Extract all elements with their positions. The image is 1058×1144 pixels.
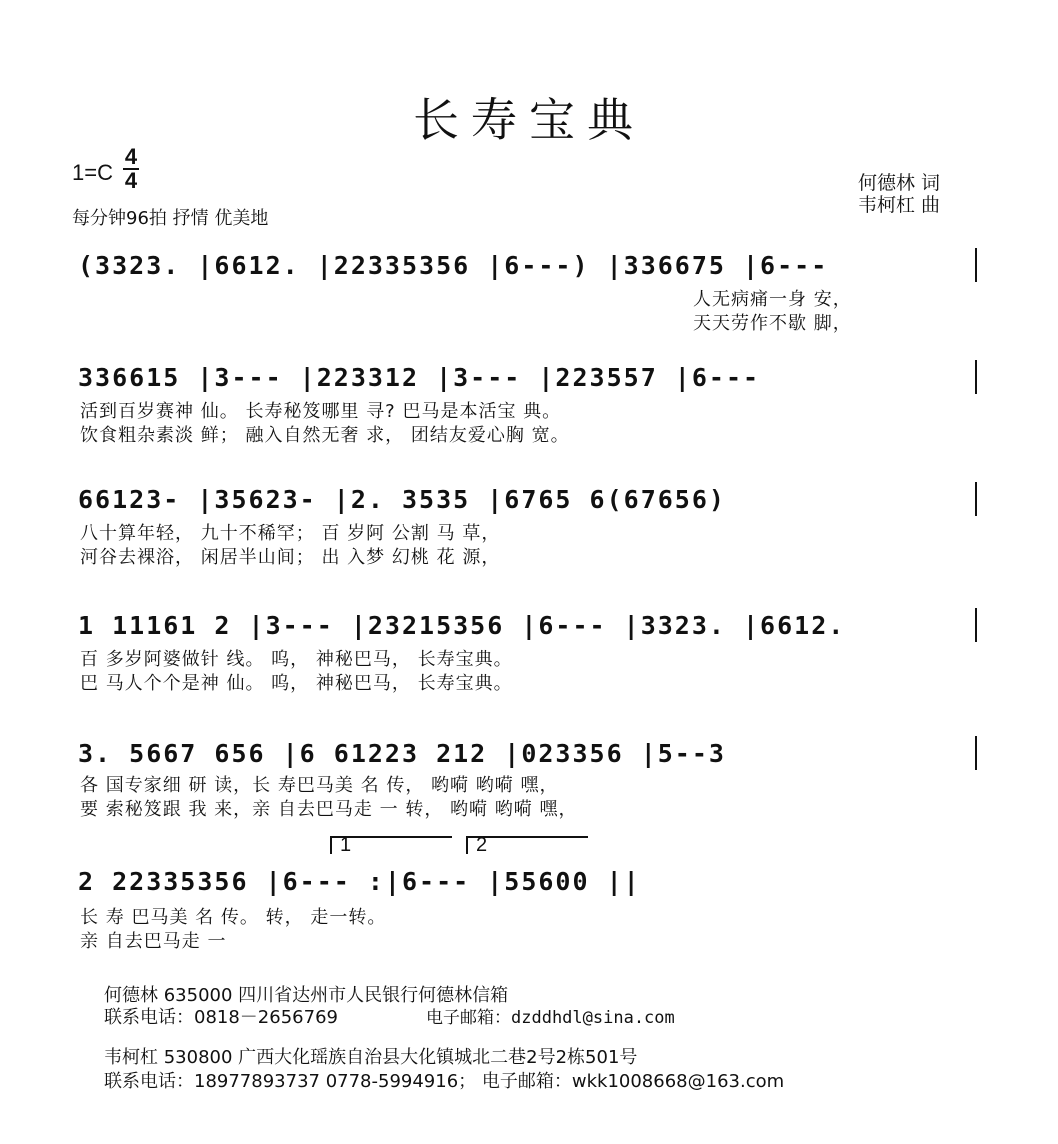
barline [975, 608, 977, 642]
lyrics-verse-1: 百 多岁阿婆做针 线。 呜， 神秘巴马， 长寿宝典。 [80, 649, 513, 670]
lyrics-verse-1: 八十算年轻， 九十不稀罕； 百 岁阿 公割 马 草， [80, 523, 501, 544]
tempo-marking: 每分钟96拍 抒情 优美地 [72, 208, 269, 229]
notation-line-2: 336615 |3--- |223312 |3--- |223557 |6--- [78, 363, 761, 392]
lyrics-verse-1: 长 寿 巴马美 名 传。 转， 走一转。 [80, 907, 387, 928]
lyricist-credit: 何德林 词 [858, 172, 941, 194]
volta-bracket-1 [330, 836, 452, 854]
volta-bracket-2 [466, 836, 588, 854]
barline [975, 482, 977, 516]
lyrics-verse-2: 要 索秘笈跟 我 来，亲 自去巴马走 一 转， 哟嗬 哟嗬 嘿， [80, 799, 578, 820]
notation-line-3: 66123- |35623- |2. 3535 |6765 6(67656) [78, 485, 726, 514]
lyricist-email: 电子邮箱：dzddhdl@sina.com [426, 1008, 675, 1028]
score-line-1 [0, 246, 1058, 342]
song-title: 长寿宝典 [413, 93, 645, 147]
score-line-4 [0, 606, 1058, 702]
lyrics-verse-1: 活到百岁赛神 仙。 长寿秘笈哪里 寻? 巴马是本活宝 典。 [80, 401, 562, 422]
lyrics-verse-2: 亲 自去巴马走 一 [80, 931, 227, 952]
composer-credit: 韦柯杠 曲 [858, 194, 941, 216]
time-signature-bottom: 4 [124, 168, 138, 193]
time-signature [122, 146, 140, 192]
composer-contact: 联系电话：18977893737 0778-5994916； 电子邮箱：wkk1008668@163.com [104, 1071, 785, 1092]
lyricist-phone: 联系电话：0818－2656769 [104, 1007, 338, 1028]
lyrics-verse-1: 各 国专家细 研 读，长 寿巴马美 名 传， 哟嗬 哟嗬 嘿， [80, 775, 559, 796]
composer-address: 韦柯杠 530800 广西大化瑶族自治县大化镇城北二巷2号2栋501号 [104, 1047, 638, 1068]
notation-line-5: 3. 5667 656 |6 61223 212 |023356 |5--3 [78, 739, 726, 768]
lyrics-verse-2: 巴 马人个个是神 仙。 呜， 神秘巴马， 长寿宝典。 [80, 673, 513, 694]
barline [975, 736, 977, 770]
lyricist-address: 何德林 635000 四川省达州市人民银行何德林信箱 [104, 985, 509, 1006]
lyrics-verse-1: 人无病痛一身 安， [693, 289, 852, 310]
barline [975, 248, 977, 282]
score-line-5 [0, 734, 1058, 830]
lyrics-verse-2: 饮食粗杂素淡 鲜； 融入自然无奢 求， 团结友爱心胸 宽。 [80, 425, 570, 446]
time-signature-top: 4 [124, 144, 138, 169]
notation-line-6: 2 22335356 |6--- :|6--- |55600 || [78, 867, 641, 896]
key-signature: 1=C [72, 160, 113, 185]
lyrics-verse-2: 天天劳作不歇 脚， [693, 313, 852, 334]
score-line-3 [0, 480, 1058, 576]
score-line-6 [0, 862, 1058, 958]
notation-line-4: 1 11161 2 |3--- |23215356 |6--- |3323. |6612. [78, 611, 846, 640]
volta-2-label: 2 [476, 834, 488, 856]
barline [975, 360, 977, 394]
volta-1-label: 1 [340, 834, 352, 856]
notation-line-1: (3323. |6612. |22335356 |6---) |336675 |6--- [78, 251, 829, 280]
score-line-2 [0, 358, 1058, 454]
lyrics-verse-2: 河谷去裸浴， 闲居半山间； 出 入梦 幻桃 花 源， [80, 547, 501, 568]
